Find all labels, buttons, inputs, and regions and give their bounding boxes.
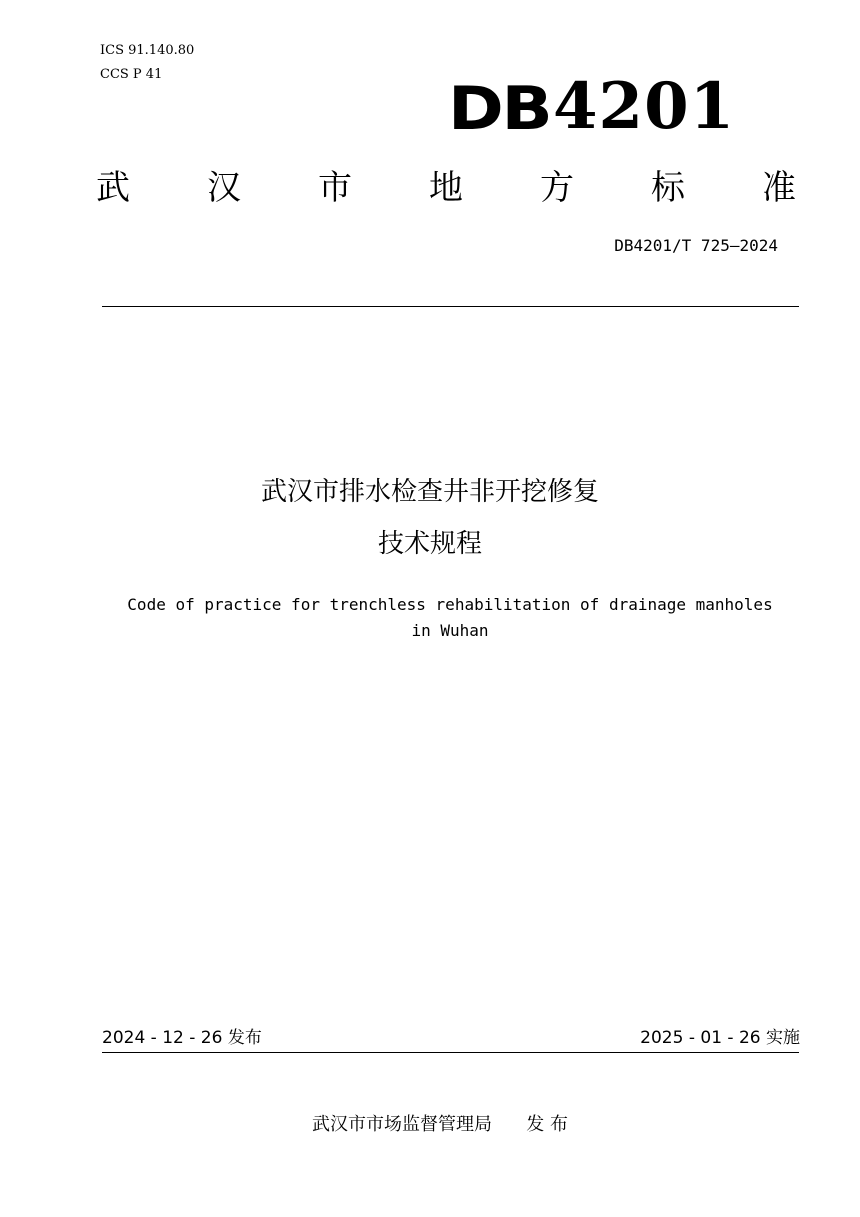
publisher-line: [0, 1113, 860, 1137]
footer-divider: [102, 1052, 799, 1053]
standard-type-char: 准: [762, 168, 796, 208]
issue-date: 2024 - 12 - 26 发布: [102, 1028, 262, 1048]
title-zh-line2: 技术规程: [377, 529, 482, 559]
publisher-action: 发 布: [526, 1114, 569, 1135]
logo-region-code: 4201: [553, 69, 736, 144]
implementation-date: 2025 - 01 - 26 实施: [640, 1028, 800, 1048]
title-en-line2: in Wuhan: [411, 621, 489, 640]
standard-type-char: 市: [318, 168, 352, 208]
title-en-line1: Code of practice for trenchless rehabilitation of drainage manholes: [127, 595, 773, 614]
standard-number: DB4201/T 725—2024: [614, 236, 778, 255]
standard-type-char: 汉: [207, 168, 241, 208]
header-divider: [102, 306, 799, 307]
standard-type-char: 标: [651, 168, 685, 208]
ccs-code: CCS P 41: [100, 67, 163, 82]
standard-type-char: 武: [96, 168, 130, 208]
title-zh-line1: 武汉市排水检查井非开挖修复: [260, 477, 599, 507]
logo-db-prefix: DB: [448, 74, 551, 144]
standard-type-char: 方: [540, 168, 574, 208]
standard-type-char: 地: [429, 168, 463, 208]
ics-code: ICS 91.140.80: [100, 43, 195, 58]
publisher-name: 武汉市市场监督管理局: [311, 1114, 492, 1135]
standard-type-heading: [96, 166, 796, 210]
